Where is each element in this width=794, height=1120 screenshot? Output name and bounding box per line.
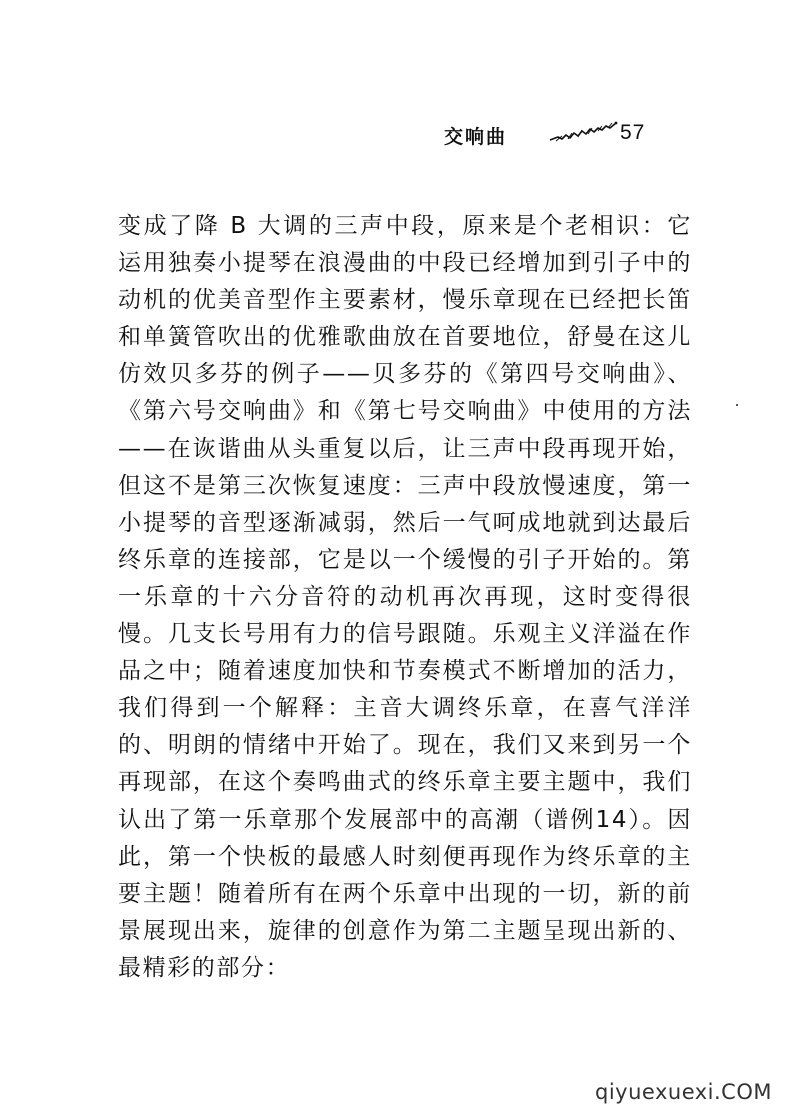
body-paragraph: 变成了降 B 大调的三声中段，原来是个老相识：它运用独奏小提琴在浪漫曲的中段已经增加到引子中的动机的优美音型作主要素材，慢乐章现在已经把长笛和单簧管吹出的优雅歌曲放在首要地位，舒曼在这儿仿效贝多芬的例子——贝多芬的《第四号交响曲》、《第六号交响曲》和《第七号交响曲》中使用的方法——在诙谐曲从头重复以后，让三声中段再现开始，但这不是第三次恢复速度：三声中段放慢速度，第一小提琴的音型逐渐减弱，然后一气呵成地就到达最后终乐章的连接部，它是以一个缓慢的引子开始的。第一乐章的十六分音符的动机再次再现，这时变得很慢。几支长号用有力的信号跟随。乐观主义洋溢在作品之中；随着速度加快和节奏模式不断增加的活力，我们得到一个解释：主音大调终乐章，在喜气洋洋的、明朗的情绪中开始了。现在，我们又来到另一个再现部，在这个奏鸣曲式的终乐章主要主题中，我们认出了第一乐章那个发展部中的高潮（谱例14）。因此，第一个快板的最感人时刻便再现作为终乐章的主要主题！随着所有在两个乐章中出现的一切，新的前景展现出来，旋律的创意作为第二主题呈现出新的、最精彩的部分： (118, 213, 692, 981)
running-header (444, 118, 704, 154)
scan-speck (736, 404, 738, 406)
watermark-text: qiyuexuexi.COM (595, 1080, 772, 1104)
page-number: 57 (620, 121, 646, 144)
chapter-title: 交响曲 (444, 126, 508, 148)
decorative-flourish-icon (548, 120, 620, 144)
